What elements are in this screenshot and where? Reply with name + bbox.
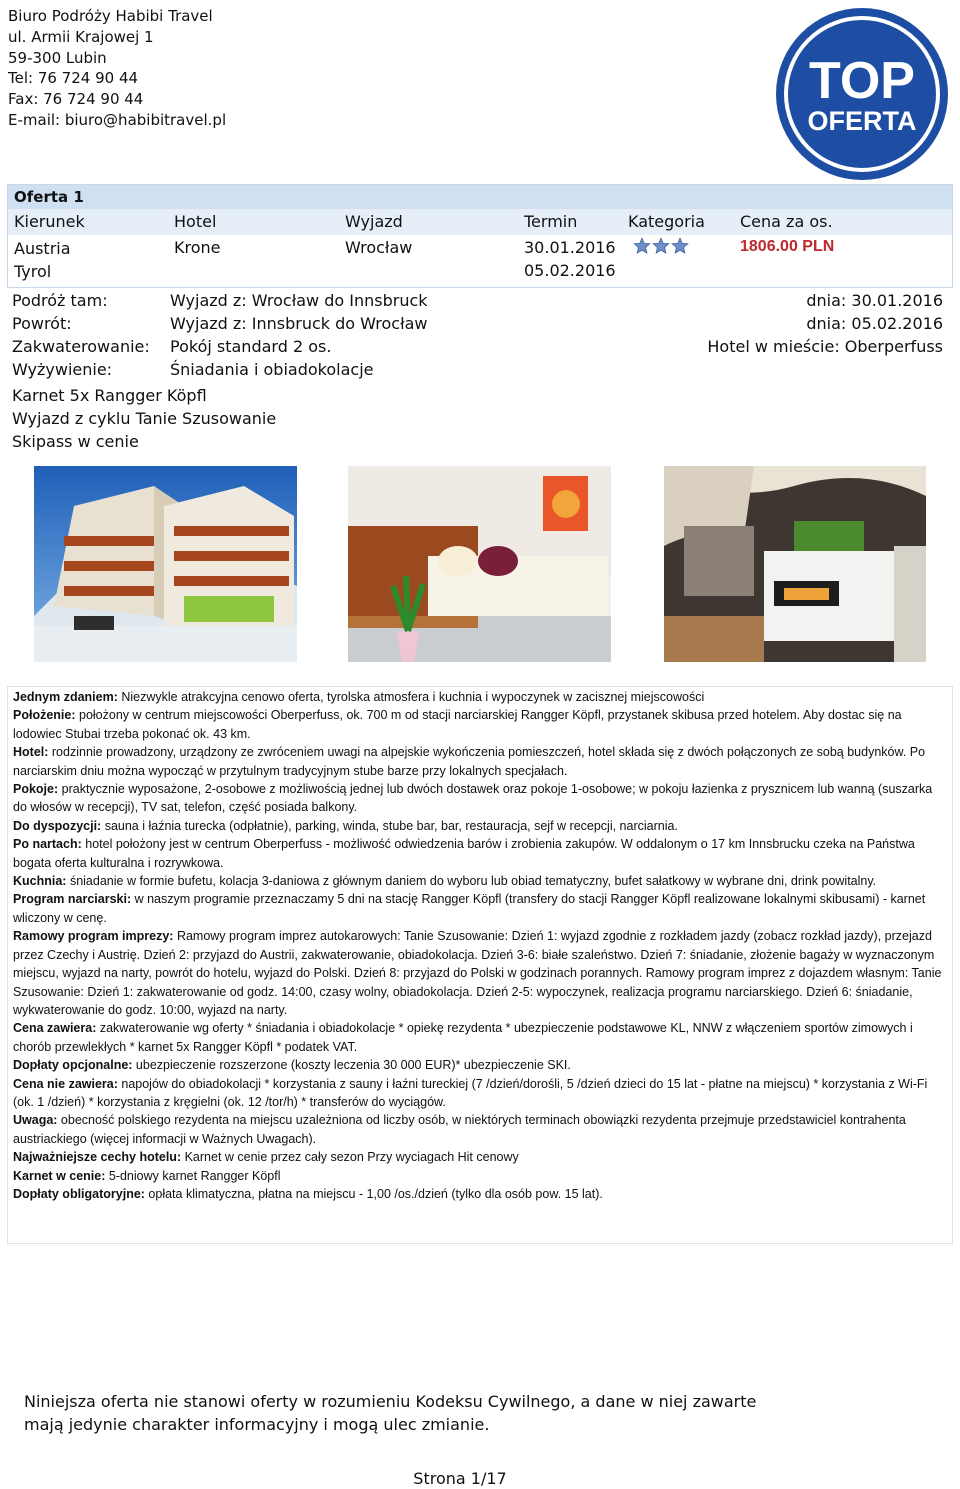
description-label: Dopłaty opcjonalne: (13, 1058, 133, 1073)
description (13, 688, 947, 1203)
price-amount: 1806.00 (740, 238, 798, 255)
description-text: położony w centrum miejscowości Oberperfuss, ok. 700 m od stacji narciarskiej Rangger Köpfl, przystanek skibusa przed hotelem. Aby dostac się na lodowiec Stubai trzeba pokonać ok. 43 km. (13, 708, 902, 741)
hotel-room-photo (348, 466, 611, 662)
board-label: Wyżywienie: (12, 360, 113, 379)
description-label: Kuchnia: (13, 874, 67, 889)
header-departure: Wyjazd (345, 212, 403, 231)
description-text: opłata klimatyczna, płatna na miejscu - 1,00 /os./dzień (tylko dla osób pow. 15 lat). (144, 1186, 603, 1201)
description-paragraph (13, 780, 947, 817)
description-paragraph (13, 706, 947, 743)
header-hotel: Hotel (174, 212, 217, 231)
description-text: sauna i łaźnia turecka (odpłatnie), parking, winda, stube bar, bar, restauracja, sejf w recepcji, narciarnia. (101, 818, 678, 833)
description-text: rodzinnie prowadzony, urządzony ze zwróceniem uwagi na alpejskie wykończenia pomieszczeń, hotel składa się z dwóch połączonych ze sobą budynków. Po narciarskim dniu można wypocząć w przytulnym tradycyjnym stube barze przy lokalnych specjałach. (13, 745, 926, 778)
disclaimer: Niniejsza oferta nie stanowi oferty w rozumieniu Kodeksu Cywilnego, a dane w niej zawarte mają jedynie charakter informacyjny i mogą ulec zmianie. (24, 1392, 757, 1434)
board-value: Śniadania i obiadokolacje (170, 360, 374, 379)
trip-out-date: dnia: 30.01.2016 (806, 291, 943, 310)
description-label: Po nartach: (13, 837, 82, 852)
description-text: ubezpieczenie rozszerzone (koszty leczenia 30 000 EUR)* ubezpieczenie SKI. (132, 1058, 571, 1073)
agency-email: E-mail: biuro@habibitravel.pl (8, 110, 227, 129)
description-paragraph (13, 1075, 947, 1112)
trip-back-value: Wyjazd z: Innsbruck do Wrocław (170, 314, 428, 333)
description-label: Cena nie zawiera: (13, 1076, 118, 1091)
value-term-start: 30.01.2016 (524, 238, 616, 257)
agency-city: 59-300 Lubin (8, 48, 107, 67)
value-price (740, 238, 834, 256)
description-text: w naszym programie przeznaczamy 5 dni na stację Rangger Köpfl (transfery do stacji Rangger Köpfl realizowane lokalnymi skibusami) - karnet wliczony w cenę. (13, 892, 926, 925)
offer-title: Oferta 1 (8, 185, 952, 209)
page-number: Strona 1/17 (413, 1469, 507, 1488)
description-label: Cena zawiera: (13, 1021, 97, 1036)
star-icon (633, 237, 651, 255)
offer-value-row (8, 235, 952, 287)
agency-tel: Tel: 76 724 90 44 (8, 69, 139, 88)
trip-back-date: dnia: 05.02.2016 (806, 314, 943, 333)
trip-out-label: Podróż tam: (12, 291, 108, 310)
description-paragraph (13, 1148, 947, 1166)
description-text: zakwaterowanie wg oferty * śniadania i obiadokolacje * opiekę rezydenta * ubezpieczenie podstawowe KL, NNW z włączeniem sportów zimowych i chorób przewlekłych * karnet 5x Rangger Köpfl * podatek VAT. (13, 1021, 913, 1054)
star-icon (671, 237, 689, 255)
description-paragraph (13, 1167, 947, 1185)
description-text: praktycznie wyposażone, 2-osobowe z możliwością jednej lub dwóch dostawek oraz pokoje 1-osobowe; w pokoju łazienka z prysznicem lub wanną (suszarka do włosów w recepcji), TV sat, telefon, część posiada balkony. (13, 782, 933, 815)
description-label: Program narciarski: (13, 892, 132, 907)
hotel-location: Hotel w mieście: Oberperfuss (707, 337, 943, 356)
header-direction: Kierunek (14, 212, 85, 231)
agency-fax: Fax: 76 724 90 44 (8, 90, 144, 109)
description-paragraph (13, 817, 947, 835)
badge-line2: OFERTA (807, 106, 917, 136)
description-text: obecność polskiego rezydenta na miejscu uzależniona od liczby osób, w niektórych terminach obowiązki rezydenta przejmuje przedstawiciel kontrahenta austriackiego (więcej informacji w Ważnych Uwagach). (13, 1113, 906, 1146)
description-label: Karnet w cenie: (13, 1168, 106, 1183)
agency-contact (8, 6, 226, 131)
description-paragraph (13, 688, 947, 706)
value-direction: Austria Tyrol (14, 239, 71, 281)
description-label: Uwaga: (13, 1113, 58, 1128)
extra-series: Wyjazd z cyklu Tanie Szusowanie (12, 409, 277, 428)
description-text: hotel położony jest w centrum Oberperfuss - możliwość odwiedzenia barów i zrobienia zakupów. W oddalonym o 17 km Innsbrucku czeka na Państwa bogata oferta kulturalna i rozrywkowa. (13, 837, 915, 870)
accommodation-value: Pokój standard 2 os. (170, 337, 332, 356)
offer-header-row (8, 209, 952, 235)
description-text: Niezwykle atrakcyjna cenowo oferta, tyrolska atmosfera i kuchnia i wypoczynek w zacisznej miejscowości (117, 690, 705, 704)
description-paragraph (13, 1019, 947, 1056)
description-paragraph (13, 1056, 947, 1074)
trip-out-value: Wyjazd z: Wrocław do Innsbruck (170, 291, 428, 310)
description-label: Dopłaty obligatoryjne: (13, 1186, 145, 1201)
description-paragraph (13, 927, 947, 1019)
description-text: napojów do obiadokolacji * korzystania z sauny i łaźni tureckiej (7 /dzień/dorośli, 5 /dzień dzieci do 15 lat - płatne na miejscu) * korzystania z Wi-Fi (ok. 1 /dzień) * korzystania z kręgielni (ok. 12 /tor/h) * transferów do wyciągów. (13, 1076, 928, 1109)
description-paragraph (13, 890, 947, 927)
value-departure: Wrocław (345, 238, 413, 257)
price-currency: PLN (797, 238, 835, 255)
description-paragraph (13, 743, 947, 780)
description-label: Hotel: (13, 745, 49, 760)
agency-street: ul. Armii Krajowej 1 (8, 27, 154, 46)
category-stars (633, 237, 689, 255)
extra-skipass-included: Skipass w cenie (12, 432, 139, 451)
description-label: Najważniejsze cechy hotelu: (13, 1150, 182, 1165)
description-label: Ramowy program imprezy: (13, 929, 174, 944)
description-text: śniadanie w formie bufetu, kolacja 3-daniowa z głównym daniem do wyboru lub obiad tematyczny, bufet sałatkowy w wybrane dni, drink powitalny. (66, 874, 877, 889)
header-price: Cena za os. (740, 212, 833, 231)
hotel-lounge-photo (664, 466, 926, 662)
description-text: Karnet w cenie przez cały sezon Przy wyciagach Hit cenowy (181, 1150, 519, 1165)
description-text: Ramowy program imprez autokarowych: Tanie Szusowanie: Dzień 1: wyjazd zgodnie z rozkładem jazdy (zobacz rozkład jazdy), przejazd przez Czechy i Austrię. Dzień 2: przyjazd do Austrii, zakwaterowanie, obiadokolacja. Dzień 3-6: białe szaleństwo. Dzień 7: śniadanie, złożenie bagaży w wyznaczonym miejscu, wyjazd na narty, powrót do hotelu, wyjazd do Polski. Dzień 8: przyjazd do Polski w godzinach porannych. Ramowy program imprez z dojazdem własnym: Tanie Szusowanie: Dzień 1: zakwaterowanie od godz. 14:00, czasy wolny, obiadokolacja. Dzień 2-5: wypoczynek, realizacja programu narciarskiego. Dzień 6: śniadanie, wykwaterowanie do godz. 10:00, wyjazd na narty. (13, 929, 942, 1017)
description-label: Jednym zdaniem: (13, 690, 118, 704)
value-term-end: 05.02.2016 (524, 261, 616, 280)
description-text: 5-dniowy karnet Rangger Köpfl (105, 1168, 281, 1183)
description-label: Pokoje: (13, 782, 59, 797)
extra-ski-pass: Karnet 5x Rangger Köpfl (12, 386, 207, 405)
offer-table (7, 184, 953, 288)
trip-back-label: Powrót: (12, 314, 72, 333)
value-hotel: Krone (174, 238, 221, 257)
description-paragraph (13, 872, 947, 890)
top-oferta-badge (774, 6, 950, 182)
header-term: Termin (524, 212, 578, 231)
badge-line1: TOP (809, 52, 915, 110)
agency-name: Biuro Podróży Habibi Travel (8, 7, 213, 25)
star-icon (652, 237, 670, 255)
hotel-exterior-photo (34, 466, 297, 662)
description-paragraph (13, 1111, 947, 1148)
header-category: Kategoria (628, 212, 705, 231)
description-label: Położenie: (13, 708, 76, 723)
description-paragraph (13, 1185, 947, 1203)
accommodation-label: Zakwaterowanie: (12, 337, 150, 356)
description-label: Do dyspozycji: (13, 818, 102, 833)
description-paragraph (13, 835, 947, 872)
